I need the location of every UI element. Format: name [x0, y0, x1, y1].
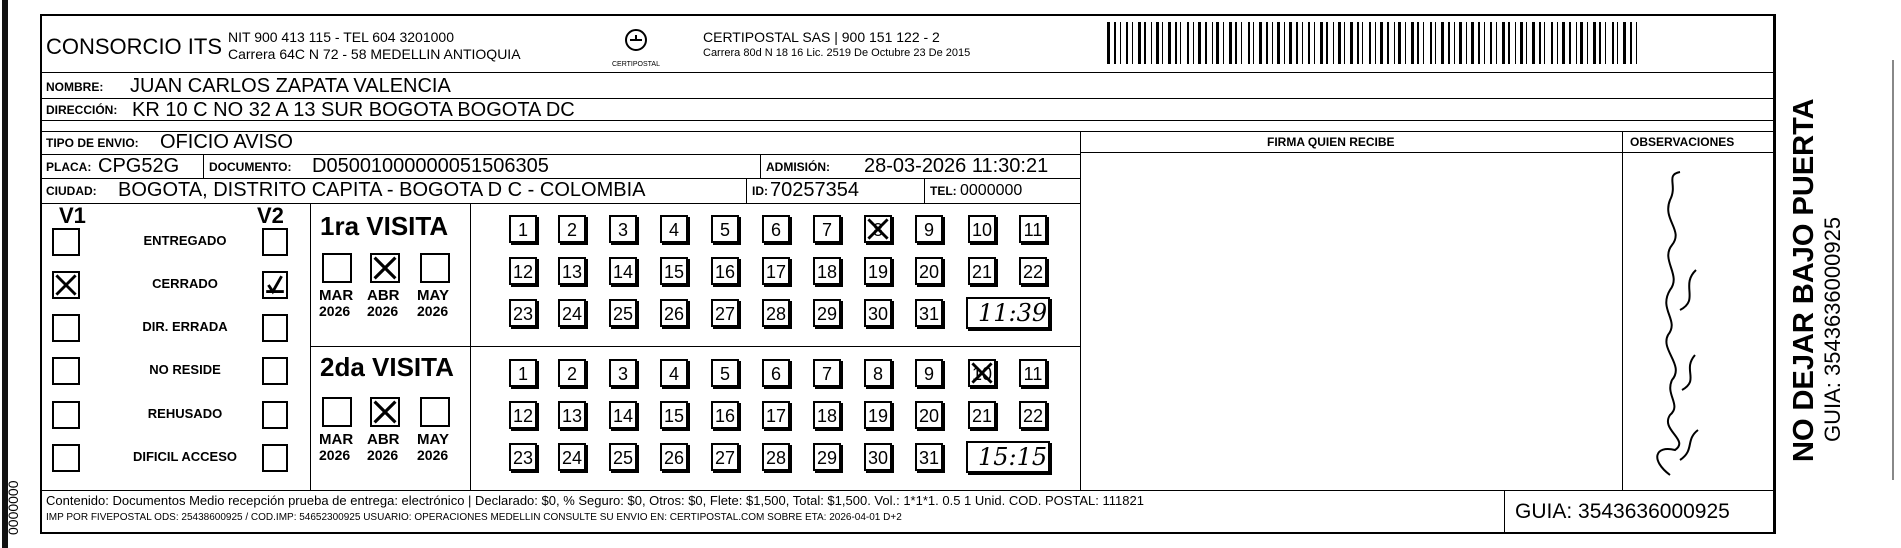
barcode-bar [1259, 22, 1262, 64]
visit2-day-box[interactable]: 29 [813, 443, 841, 471]
barcode-bar [1132, 22, 1133, 64]
visit2-month-label: MAY [417, 431, 449, 448]
barcode-bar [1266, 22, 1268, 64]
visit1-title: 1ra VISITA [320, 211, 449, 241]
visit2-day-box[interactable]: 11 [1019, 359, 1047, 387]
barcode-bar [1394, 22, 1395, 64]
barcode-bar [1593, 22, 1596, 64]
barcode-bar [1478, 22, 1480, 64]
barcode-bar [1338, 22, 1341, 64]
visit1-day-box[interactable]: 7 [813, 215, 841, 243]
barcode-bar [1430, 22, 1432, 64]
barcode-bar [1120, 22, 1121, 64]
barcode-bar [1496, 22, 1497, 64]
visit1-day-box[interactable]: 3 [609, 215, 637, 243]
visit2-day-box[interactable]: 22 [1019, 401, 1047, 429]
barcode-bar [1289, 22, 1292, 64]
tipo-envio-value: OFICIO AVISO [160, 131, 293, 153]
visit1-day-box[interactable]: 1 [509, 215, 537, 243]
barcode-bar [1411, 22, 1414, 64]
visit2-year-label: 2026 [417, 447, 449, 463]
barcode-bar [1623, 22, 1626, 64]
visit2-year-label: 2026 [319, 447, 351, 463]
barcode-bar [1308, 22, 1310, 64]
barcode-bar [1156, 22, 1159, 64]
documento-label: DOCUMENTO: [209, 160, 292, 174]
visit1-year-label: 2026 [367, 303, 399, 319]
visit1-day-box[interactable]: 26 [660, 299, 688, 327]
visit2-month-label: ABR [367, 431, 400, 448]
barcode-bar [1320, 22, 1323, 64]
visit1-day-box[interactable]: 24 [558, 299, 586, 327]
visit1-day-box[interactable]: 4 [660, 215, 688, 243]
barcode-bar [1508, 22, 1510, 64]
visit1-day-box[interactable]: 31 [915, 299, 943, 327]
barcode-bar [1212, 22, 1213, 64]
direccion-value: KR 10 C NO 32 A 13 SUR BOGOTA BOGOTA DC [132, 99, 575, 121]
barcode-bar [1302, 22, 1303, 64]
logo-text: CERTIPOSTAL [612, 61, 660, 68]
barcode-bar [1562, 22, 1565, 64]
barcode-bar [1532, 22, 1535, 64]
barcode-bar [1441, 22, 1444, 64]
barcode-bar [1569, 22, 1571, 64]
barcode-bar [1576, 22, 1577, 64]
v2-checkbox[interactable] [262, 228, 288, 256]
barcode-bar [1144, 22, 1146, 64]
visit2-day-box[interactable]: 15 [660, 401, 688, 429]
barcode-bar [1636, 22, 1637, 64]
visit2-day-box[interactable]: 8 [864, 359, 892, 387]
certipostal-license: Carrera 80d N 18 16 Lic. 2519 De Octubre 23 De 2015 [703, 47, 971, 59]
barcode-bar [1520, 22, 1523, 64]
barcode-bar [1587, 22, 1588, 64]
barcode-bar [1107, 22, 1110, 64]
visit1-day-box[interactable]: 19 [864, 257, 892, 285]
barcode-bar [1151, 22, 1152, 64]
status-label: REHUSADO [147, 406, 223, 421]
visit2-time-box [966, 441, 1050, 473]
v1-checkbox[interactable] [52, 444, 80, 472]
nombre-value: JUAN CARLOS ZAPATA VALENCIA [130, 75, 451, 97]
visit1-day-mark [866, 217, 890, 241]
barcode-bar [1357, 22, 1359, 64]
certipostal-logo [612, 26, 660, 74]
v1-checkbox[interactable] [52, 357, 80, 385]
visit2-day-box[interactable]: 21 [968, 401, 996, 429]
ciudad-value: BOGOTA, DISTRITO CAPITA - BOGOTA D C - COLOMBIA [118, 179, 646, 201]
visit2-month-label: MAR [319, 431, 354, 448]
barcode-bar [1162, 22, 1163, 64]
visit1-month-label: MAY [417, 287, 449, 304]
side-warning: NO DEJAR BAJO PUERTA [1788, 98, 1820, 462]
barcode-bar [1362, 22, 1363, 64]
admision-value: 28-03-2026 11:30:21 [864, 155, 1049, 177]
company-nit: NIT 900 413 115 - TEL 604 3201000 [228, 29, 454, 45]
placa-value: CPG52G [98, 155, 180, 177]
visit2-day-box[interactable]: 16 [711, 401, 739, 429]
barcode-bar [1417, 22, 1419, 64]
visit1-day-box[interactable]: 10 [968, 215, 996, 243]
visit1-day-box[interactable]: 9 [915, 215, 943, 243]
visit1-day-box[interactable]: 18 [813, 257, 841, 285]
visit2-day-box[interactable]: 26 [660, 443, 688, 471]
visit1-day-box[interactable]: 15 [660, 257, 688, 285]
nombre-label: NOMBRE: [46, 80, 104, 94]
barcode-bar [1277, 22, 1280, 64]
visit1-time-value: 11:39 [978, 299, 1048, 327]
barcode-bar [1229, 22, 1232, 64]
status-label: DIR. ERRADA [142, 319, 228, 334]
v2-label: V2 [257, 203, 284, 228]
placa-label: PLACA: [46, 160, 92, 174]
visit2-day-box[interactable]: 25 [609, 443, 637, 471]
visit1-day-box[interactable]: 20 [915, 257, 943, 285]
v2-checkbox[interactable] [262, 401, 288, 429]
v1-checkbox[interactable] [52, 228, 80, 256]
barcode-bar [1502, 22, 1505, 64]
v2-checkbox[interactable] [262, 314, 288, 342]
barcode-bar [1605, 22, 1606, 64]
barcode-bar [1539, 22, 1541, 64]
visit1-day-box[interactable]: 21 [968, 257, 996, 285]
v1-checkbox[interactable] [52, 401, 80, 429]
visit2-day-box[interactable]: 23 [509, 443, 537, 471]
visit1-day-box[interactable]: 25 [609, 299, 637, 327]
barcode-bar [1193, 22, 1194, 64]
visit2-day-box[interactable]: 4 [660, 359, 688, 387]
firma-label: FIRMA QUIEN RECIBE [1267, 135, 1395, 149]
visit2-month-checkbox[interactable] [322, 397, 352, 427]
barcode-bar [1617, 22, 1618, 64]
visit2-day-box[interactable]: 19 [864, 401, 892, 429]
v2-checkbox[interactable] [262, 357, 288, 385]
barcode-bar [1612, 22, 1614, 64]
tel-label: TEL: [930, 184, 957, 198]
barcode-bar [1557, 22, 1558, 64]
certipostal-logo-icon [612, 26, 660, 74]
admision-label: ADMISIÓN: [766, 160, 830, 174]
barcode-bar [1526, 22, 1527, 64]
barcode-bar [1490, 22, 1492, 64]
barcode-bar [1223, 22, 1224, 64]
visit2-day-box[interactable]: 2 [558, 359, 586, 387]
certipostal-nit: CERTIPOSTAL SAS | 900 151 122 - 2 [703, 29, 940, 45]
visit1-day-box[interactable]: 16 [711, 257, 739, 285]
barcode-bar [1198, 22, 1201, 64]
visit1-month-label: MAR [319, 287, 354, 304]
v2-checkbox[interactable] [262, 271, 288, 299]
v2-checkbox[interactable] [262, 444, 288, 472]
company-address: Carrera 64C N 72 - 58 MEDELLIN ANTIOQUIA [228, 46, 521, 62]
visit1-day-box[interactable]: 11 [1019, 215, 1047, 243]
barcode-bar [1435, 22, 1436, 64]
visit1-day-box[interactable]: 27 [711, 299, 739, 327]
visit2-day-box[interactable]: 13 [558, 401, 586, 429]
barcode-bar [1350, 22, 1353, 64]
company-name: CONSORCIO ITS [46, 34, 223, 59]
visit1-day-box[interactable]: 14 [609, 257, 637, 285]
visit2-day-box[interactable]: 27 [711, 443, 739, 471]
visit2-day-box[interactable]: 10 [968, 359, 996, 387]
barcode-bar [1314, 22, 1315, 64]
barcode-bar [1248, 22, 1250, 64]
barcode-bar [1380, 22, 1383, 64]
barcode-bar [1138, 22, 1141, 64]
visit1-day-box[interactable]: 5 [711, 215, 739, 243]
barcode-bar [1326, 22, 1328, 64]
v1-checkbox[interactable] [52, 271, 80, 299]
visit1-year-label: 2026 [417, 303, 449, 319]
visit1-day-box[interactable]: 29 [813, 299, 841, 327]
barcode-bar [1471, 22, 1474, 64]
visit2-day-box[interactable]: 24 [558, 443, 586, 471]
handwritten-signature [1610, 160, 1730, 490]
barcode-bar [1272, 22, 1273, 64]
observaciones-label: OBSERVACIONES [1630, 135, 1735, 149]
barcode-bar [1423, 22, 1424, 64]
barcode-bar [1180, 22, 1181, 64]
visit2-month-checkbox[interactable] [420, 397, 450, 427]
visit1-month-label: ABR [367, 287, 400, 304]
visit1-day-box[interactable]: 17 [762, 257, 790, 285]
visit2-day-box[interactable]: 20 [915, 401, 943, 429]
barcode-bar [1369, 22, 1371, 64]
visit2-day-box[interactable]: 18 [813, 401, 841, 429]
v1-label: V1 [59, 203, 86, 228]
visit2-year-label: 2026 [367, 447, 399, 463]
visit1-day-box[interactable]: 28 [762, 299, 790, 327]
visit2-day-box[interactable]: 6 [762, 359, 790, 387]
barcode-bar [1387, 22, 1389, 64]
barcode-bar [1459, 22, 1462, 64]
barcode-bar [1126, 22, 1128, 64]
barcode-bar [1375, 22, 1376, 64]
side-guia: GUIA: 3543636000925 [1820, 216, 1845, 442]
visit2-day-box[interactable]: 31 [915, 443, 943, 471]
barcode-bar [1599, 22, 1601, 64]
visit1-day-box[interactable]: 6 [762, 215, 790, 243]
status-label: NO RESIDE [149, 362, 221, 377]
barcode-bar [1580, 22, 1583, 64]
footer-print-info: IMP POR FIVEPOSTAL ODS: 25438600925 / COD.IMP: 54652300925 USUARIO: OPERACIONES MEDELLIN CONSULTE SU ENVIO EN: CERTIPOSTAL.COM SOBRE ETA: 2026-04-01 D+2 [46, 512, 902, 523]
footer-guia: GUIA: 3543636000925 [1515, 500, 1730, 523]
visit1-month-checkbox[interactable] [322, 253, 352, 283]
visit1-day-box[interactable]: 2 [558, 215, 586, 243]
direccion-label: DIRECCIÓN: [46, 103, 118, 117]
visit2-day-box[interactable]: 14 [609, 401, 637, 429]
barcode [1107, 22, 1640, 64]
barcode-bar [1405, 22, 1406, 64]
tipo-envio-label: TIPO DE ENVIO: [46, 136, 139, 150]
visit2-day-box[interactable]: 17 [762, 401, 790, 429]
visit2-day-box[interactable]: 28 [762, 443, 790, 471]
barcode-bar [1205, 22, 1207, 64]
barcode-bar [1551, 22, 1553, 64]
visit2-day-box[interactable]: 3 [609, 359, 637, 387]
tel-value: 0000000 [960, 182, 1023, 199]
barcode-bar [1515, 22, 1516, 64]
visit1-day-box[interactable]: 22 [1019, 257, 1047, 285]
barcode-bar [1333, 22, 1334, 64]
visit2-day-mark [970, 361, 994, 385]
barcode-bar [1544, 22, 1545, 64]
barcode-bar [1235, 22, 1237, 64]
visit1-time-box [966, 297, 1050, 329]
footer-content: Contenido: Documentos Medio recepción prueba de entrega: electrónico | Declarado: $0, % Seguro: $0, Otros: $0, Flete: $1,500, Total: $1,500. Vol.: 1*1*1. 0.5 1 Unid. COD. POSTAL: 111821 [46, 493, 1144, 508]
scan-edge-right [1892, 60, 1894, 480]
scan-edge-left [2, 0, 8, 548]
visit1-day-box[interactable]: 12 [509, 257, 537, 285]
barcode-bar [1466, 22, 1467, 64]
visit2-day-box[interactable]: 5 [711, 359, 739, 387]
visit1-day-box[interactable]: 8 [864, 215, 892, 243]
visit2-day-box[interactable]: 1 [509, 359, 537, 387]
visit2-month-checkbox[interactable] [370, 397, 400, 427]
barcode-bar [1344, 22, 1345, 64]
visit1-month-checkbox[interactable] [370, 253, 400, 283]
visit2-time-value: 15:15 [978, 443, 1048, 471]
barcode-bar [1284, 22, 1285, 64]
status-label: DIFICIL ACCESO [132, 449, 237, 464]
barcode-bar [1398, 22, 1401, 64]
id-label: ID: [752, 184, 768, 198]
barcode-bar [1253, 22, 1254, 64]
visit2-day-box[interactable]: 30 [864, 443, 892, 471]
barcode-bar [1630, 22, 1632, 64]
visit1-day-box[interactable]: 30 [864, 299, 892, 327]
visit1-month-checkbox[interactable] [420, 253, 450, 283]
barcode-bar [1187, 22, 1189, 64]
documento-value: D05001000000051506305 [312, 155, 549, 177]
barcode-bar [1241, 22, 1242, 64]
barcode-bar [1484, 22, 1485, 64]
visit1-year-label: 2026 [319, 303, 351, 319]
barcode-bar [1175, 22, 1177, 64]
barcode-bar [1168, 22, 1171, 64]
ciudad-label: CIUDAD: [46, 184, 97, 198]
status-label: ENTREGADO [143, 233, 227, 248]
visit2-day-box[interactable]: 7 [813, 359, 841, 387]
visit1-day-box[interactable]: 23 [509, 299, 537, 327]
status-label: CERRADO [152, 276, 218, 291]
visit2-day-box[interactable]: 12 [509, 401, 537, 429]
barcode-bar [1216, 22, 1219, 64]
visit2-day-box[interactable]: 9 [915, 359, 943, 387]
id-value: 70257354 [770, 179, 859, 201]
visit1-day-box[interactable]: 13 [558, 257, 586, 285]
barcode-bar [1114, 22, 1116, 64]
visit2-title: 2da VISITA [320, 352, 454, 382]
barcode-bar [1296, 22, 1298, 64]
v1-checkbox[interactable] [52, 314, 80, 342]
left-side-code: 0000000 [5, 480, 21, 535]
barcode-bar [1454, 22, 1455, 64]
barcode-bar [1448, 22, 1450, 64]
